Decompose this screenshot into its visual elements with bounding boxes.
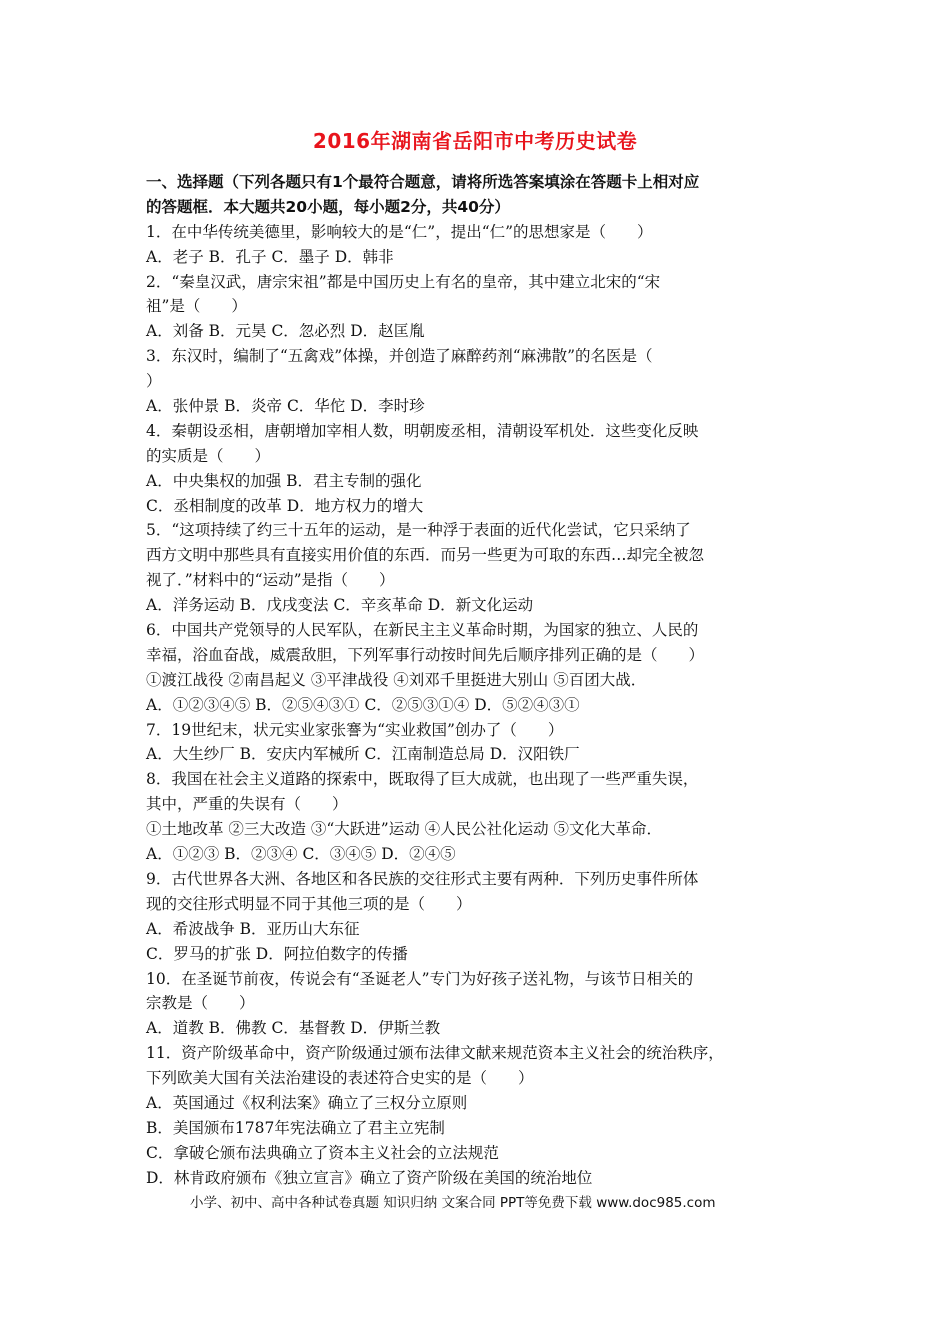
question-line: 宗教是（ ） [146,994,255,1013]
question-line: 幸福，浴血奋战，威震敌胆，下列军事行动按时间先后顺序排列正确的是（ ） [146,645,705,664]
question-line: 现的交往形式明显不同于其他三项的是（ ） [146,894,472,913]
question-line: 9．古代世界各大洲、各地区和各民族的交往形式主要有两种．下列历史事件所体 [146,869,699,888]
option-line: A．中央集权的加强 B．君主专制的强化 [146,471,422,490]
question-line: 1．在中华传统美德里，影响较大的是“仁”，提出“仁”的思想家是（ ） [146,222,653,241]
question-line: 西方文明中那些具有直接实用价值的东西．而另一些更为可取的东西…却完全被忽 [146,546,705,565]
footer-text: 小学、初中、高中各种试卷真题 知识归纳 文案合同 PPT等免费下载 www.doc985.com [190,1195,716,1211]
question-line: 5．“这项持续了约三十五年的运动，是一种浮于表面的近代化尝试，它只采纳了 [146,521,691,540]
option-line: A．道教 B．佛教 C．基督教 D．伊斯兰教 [146,1019,441,1038]
question-line: ） [146,372,162,391]
option-line: B．美国颁布1787年宪法确立了君主立宪制 [146,1118,445,1137]
option-line: C．丞相制度的改革 D．地方权力的增大 [146,496,424,515]
section-heading-line-1: 一、选择题（下列各题只有1个最符合题意，请将所选答案填涂在答题卡上相对应 [146,173,700,191]
option-line: A．大生纱厂 B．安庆内军械所 C．江南制造总局 D．汉阳铁厂 [146,745,580,764]
question-line: 10．在圣诞节前夜，传说会有“圣诞老人”专门为好孩子送礼物，与该节日相关的 [146,969,694,988]
question-line: 4．秦朝设丞相，唐朝增加宰相人数，明朝废丞相，清朝设军机处．这些变化反映 [146,421,699,440]
question-line: ①渡江战役 ②南昌起义 ③平津战役 ④刘邓千里挺进大别山 ⑤百团大战． [146,670,647,689]
question-line: 视了．”材料中的“运动”是指（ ） [146,571,395,590]
section-heading-line-2: 的答题框．本大题共20小题，每小题2分，共40分） [146,197,510,216]
question-line: 下列欧美大国有关法治建设的表述符合史实的是（ ） [146,1069,534,1088]
option-line: A．刘备 B．元昊 C．忽必烈 D．赵匡胤 [146,322,425,341]
option-line: A．洋务运动 B．戊戌变法 C．辛亥革命 D．新文化运动 [146,596,534,615]
option-line: D．林肯政府颁布《独立宣言》确立了资产阶级在美国的统治地位 [146,1168,593,1187]
question-line: 6．中国共产党领导的人民军队，在新民主主义革命时期，为国家的独立、人民的 [146,621,699,640]
question-line: 7．19世纪末，状元实业家张謇为“实业救国”创办了（ ） [146,720,564,739]
question-line: 2．“秦皇汉武，唐宗宋祖”都是中国历史上有名的皇帝，其中建立北宋的“宋 [146,272,661,291]
option-line: A．老子 B．孔子 C．墨子 D．韩非 [146,247,394,266]
option-line: A．①②③④⑤ B．②⑤④③① C．②⑤③①④ D．⑤②④③① [146,695,580,714]
question-line: ①土地改革 ②三大改造 ③“大跃进”运动 ④人民公社化运动 ⑤文化大革命． [146,820,663,839]
exam-content [146,170,812,1191]
option-line: A．张仲景 B．炎帝 C．华佗 D．李时珍 [146,397,425,416]
question-line: 3．东汉时，编制了“五禽戏”体操，并创造了麻醉药剂“麻沸散”的名医是（ [146,347,653,366]
page-title: 2016年湖南省岳阳市中考历史试卷 [312,129,638,153]
option-line: A．①②③ B．②③④ C．③④⑤ D．②④⑤ [146,845,456,864]
question-line: 11．资产阶级革命中，资产阶级通过颁布法律文献来规范资本主义社会的统治秩序， [146,1044,724,1063]
question-line: 的实质是（ ） [146,446,271,465]
option-line: C．罗马的扩张 D．阿拉伯数字的传播 [146,944,408,963]
option-line: A．英国通过《权利法案》确立了三权分立原则 [146,1093,468,1112]
question-line: 其中，严重的失误有（ ） [146,795,348,814]
option-line: A．希波战争 B．亚历山大东征 [146,919,360,938]
option-line: C．拿破仑颁布法典确立了资本主义社会的立法规范 [146,1143,499,1162]
question-line: 祖”是（ ） [146,297,247,316]
question-line: 8．我国在社会主义道路的探索中，既取得了巨大成就，也出现了一些严重失误， [146,770,699,789]
